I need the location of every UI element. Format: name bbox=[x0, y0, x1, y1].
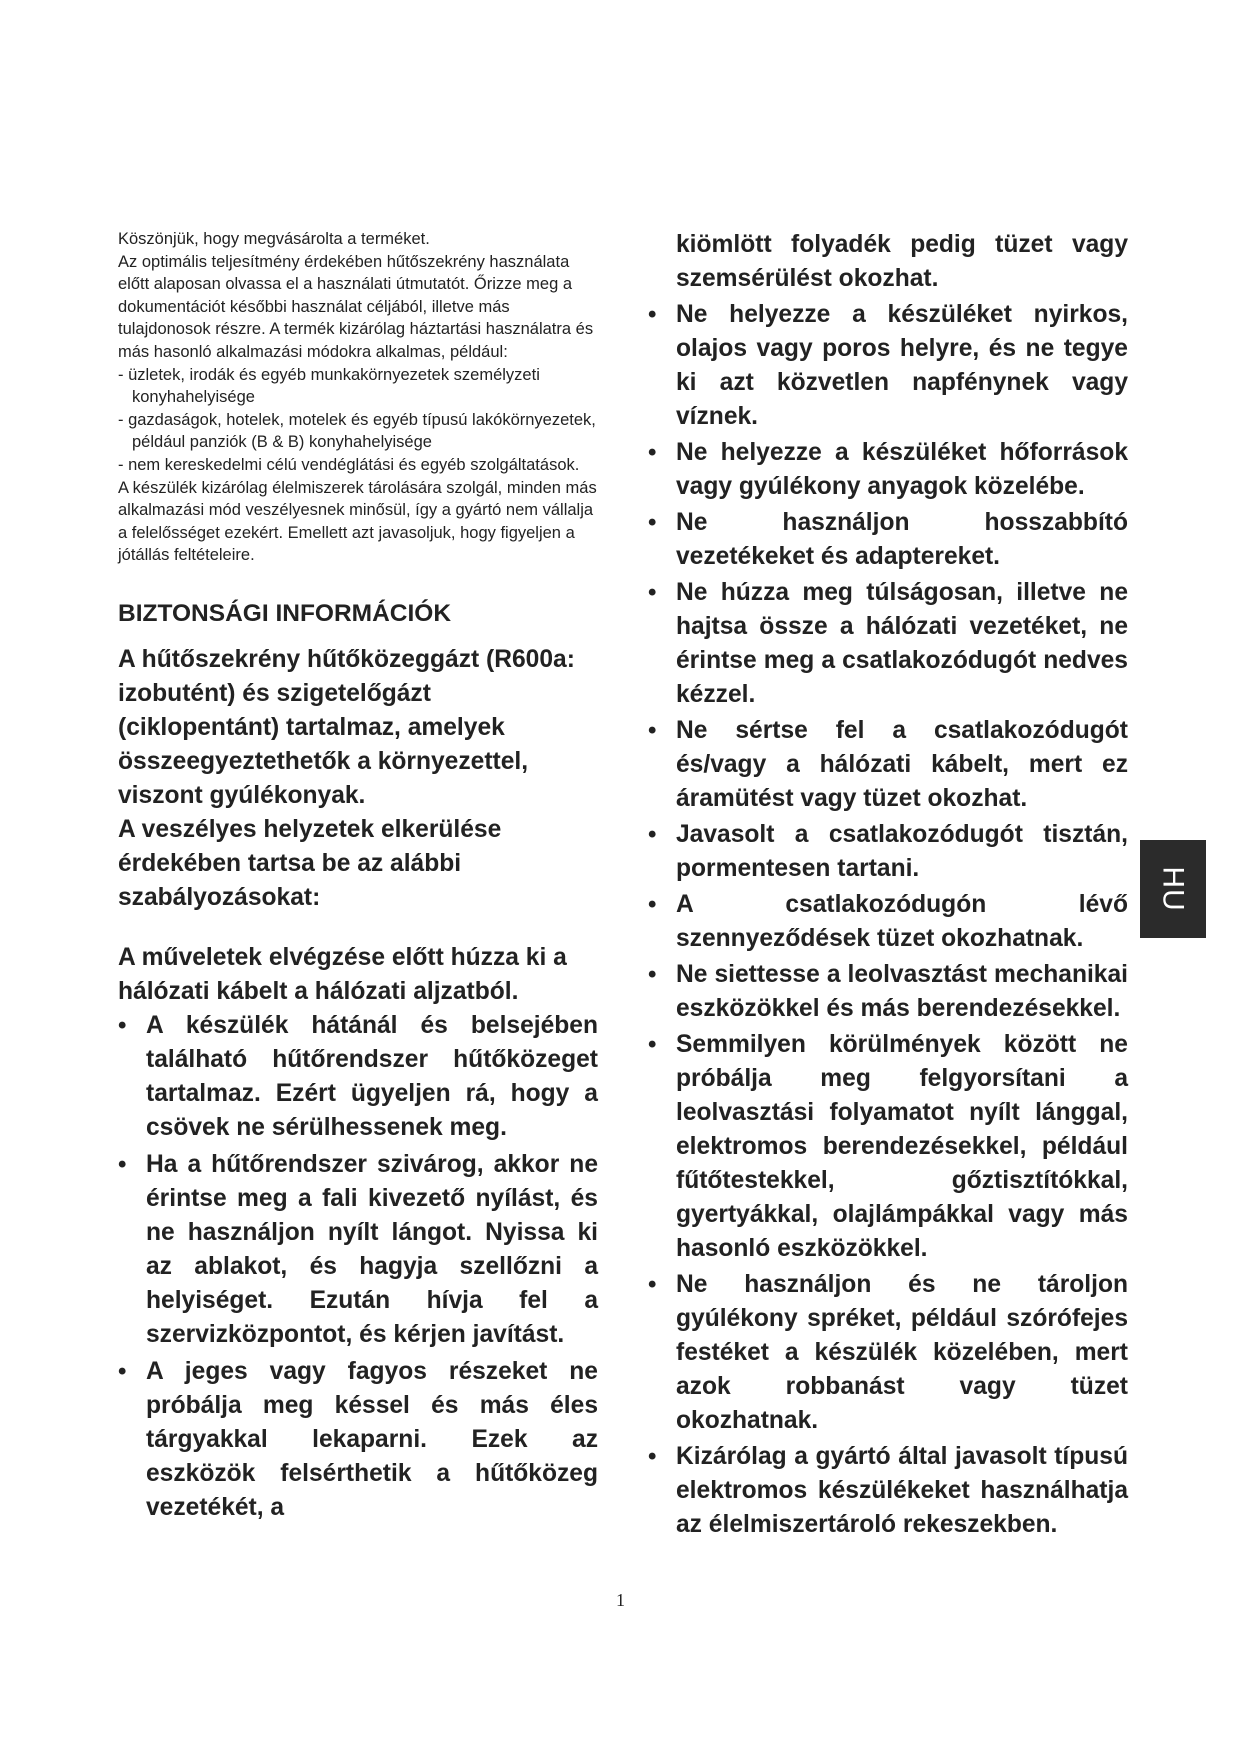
list-item bbox=[648, 1268, 1128, 1438]
list-item bbox=[648, 298, 1128, 434]
list-item bbox=[648, 958, 1128, 1026]
bullet-icon: • bbox=[648, 509, 657, 536]
bullet-icon: • bbox=[118, 1150, 127, 1178]
list-item bbox=[118, 1355, 598, 1525]
list-item bbox=[118, 1009, 598, 1145]
intro-body: Az optimális teljesítmény érdekében hűtőszekrény használata előtt alaposan olvassa el a használati útmutatót. Őrizze meg a dokumentációt későbbi használat céljából, illetve más tulajdonosok részre. A termék kizárólag háztartási használatra és más hasonló alkalmazási módokra alkalmas, például: bbox=[118, 252, 594, 361]
list-item bbox=[648, 436, 1128, 504]
intro-closing: A készülék kizárólag élelmiszerek tárolására szolgál, minden más alkalmazási mód veszélyesnek minősül, így a gyártó nem vállalja a felelősséget ezekért. Emellett azt javasoljuk, hogy figyeljen a jótállás feltételeire. bbox=[118, 478, 597, 565]
bullet-icon: • bbox=[648, 821, 657, 848]
list-item-text: A csatlakozódugón lévő szennyeződések tüzet okozhatnak. bbox=[676, 891, 1128, 952]
list-item-text: Ne helyezze a készüléket hőforrások vagy gyúlékony anyagok közelébe. bbox=[676, 439, 1128, 500]
bullet-icon: • bbox=[648, 439, 657, 466]
bullet-icon: • bbox=[648, 1031, 657, 1058]
safety-bullet-list-right bbox=[648, 298, 1128, 1542]
safety-para-unplug: A műveletek elvégzése előtt húzza ki a hálózati kábelt a hálózati aljzatból. bbox=[118, 943, 567, 1005]
intro-thanks: Köszönjük, hogy megvásárolta a terméket. bbox=[118, 230, 430, 248]
list-item-text: Ne sértse fel a csatlakozódugót és/vagy a hálózati kábelt, mert ez áramütést vagy tüzet okozhat. bbox=[676, 717, 1128, 812]
list-item-text: Ne használjon hosszabbító vezetékeket és adaptereket. bbox=[676, 509, 1128, 570]
left-column bbox=[118, 228, 598, 1528]
bullet-icon: • bbox=[648, 717, 657, 744]
bullet-icon: • bbox=[118, 1011, 127, 1039]
bullet-icon: • bbox=[118, 1357, 127, 1385]
list-item-text: Ne használjon és ne tároljon gyúlékony spréket, például szórófejes festéket a készülék közelében, mert azok robbanást vagy tüzet okozhatnak. bbox=[676, 1271, 1128, 1434]
list-item-text: Ne helyezze a készüléket nyirkos, olajos vagy poros helyre, és ne tegye ki azt közvetlen napfénynek vagy víznek. bbox=[676, 301, 1128, 430]
list-item-text: Semmilyen körülmények között ne próbálja meg felgyorsítani a leolvasztási folyamatot nyílt lánggal, elektromos berendezésekkel, például fűtőtestekkel, gőztisztítókkal, gyertyákkal, olajlámpákkal vagy más hasonló eszközökkel. bbox=[676, 1031, 1128, 1262]
list-item bbox=[648, 714, 1128, 816]
list-item bbox=[648, 888, 1128, 956]
list-item bbox=[648, 1440, 1128, 1542]
list-item-text: A készülék hátánál és belsejében található hűtőrendszer hűtőközeget tartalmaz. Ezért ügyeljen rá, hogy a csövek ne sérülhessenek meg. bbox=[146, 1011, 598, 1141]
list-item bbox=[118, 1148, 598, 1352]
intro-section bbox=[118, 228, 598, 567]
safety-para-rules: A veszélyes helyzetek elkerülése érdekében tartsa be az alábbi szabályozásokat: bbox=[118, 815, 502, 911]
page-number: 1 bbox=[616, 1590, 625, 1610]
list-item-text: Ha a hűtőrendszer szivárog, akkor ne érintse meg a fali kivezető nyílást, és ne használjon nyílt lángot. Nyissa ki az ablakot, és hagyja szellőzni a helyiséget. Ezután hívja fel a szervizközpontot, és kérjen javítást. bbox=[146, 1150, 598, 1348]
intro-dash-item: - üzletek, irodák és egyéb munkakörnyezetek személyzeti konyhahelyisége bbox=[118, 365, 540, 407]
bullet-icon: • bbox=[648, 579, 657, 606]
list-item-text: Ne siettesse a leolvasztást mechanikai eszközökkel és más berendezésekkel. bbox=[676, 961, 1128, 1022]
list-item bbox=[648, 818, 1128, 886]
list-item-text: A jeges vagy fagyos részeket ne próbálja meg késsel és más éles tárgyakkal lekaparni. Ezek az eszközök felsérthetik a hűtőközeg vezetékét, a bbox=[146, 1357, 598, 1521]
right-column bbox=[648, 228, 1128, 1544]
intro-dash-item: - nem kereskedelmi célú vendéglátási és egyéb szolgáltatások. bbox=[118, 455, 580, 474]
bullet-icon: • bbox=[648, 301, 657, 328]
safety-bullet-list-left bbox=[118, 1009, 598, 1525]
list-item bbox=[648, 576, 1128, 712]
list-item bbox=[648, 1028, 1128, 1266]
bullet-icon: • bbox=[648, 1443, 657, 1470]
list-item bbox=[648, 506, 1128, 574]
bullet-icon: • bbox=[648, 961, 657, 988]
list-item-text: Ne húzza meg túlságosan, illetve ne hajtsa össze a hálózati vezetéket, ne érintse meg a csatlakozódugót nedves kézzel. bbox=[676, 579, 1128, 708]
list-item-text: Javasolt a csatlakozódugót tisztán, pormentesen tartani. bbox=[676, 821, 1128, 882]
bullet-icon: • bbox=[648, 1271, 657, 1298]
list-item-text: Kizárólag a gyártó által javasolt típusú elektromos készülékeket használhatja az élelmiszertároló rekeszekben. bbox=[676, 1443, 1128, 1538]
bullet-icon: • bbox=[648, 891, 657, 918]
safety-para-refrigerant: A hűtőszekrény hűtőközeggázt (R600a: izobutént) és szigetelőgázt (ciklopentánt) tartalmaz, amelyek összeegyeztethetők a környezettel, viszont gyúlékonyak. bbox=[118, 645, 575, 809]
intro-dash-item: - gazdaságok, hotelek, motelek és egyéb típusú lakókörnyezetek, például panziók (B & B) konyhahelyisége bbox=[118, 410, 596, 452]
safety-title: BIZTONSÁGI INFORMÁCIÓK bbox=[118, 599, 452, 627]
language-tab bbox=[1140, 840, 1206, 938]
language-tab-label: HU bbox=[1157, 866, 1190, 912]
bullet-continuation: kiömlött folyadék pedig tüzet vagy szemsérülést okozhat. bbox=[676, 231, 1128, 292]
